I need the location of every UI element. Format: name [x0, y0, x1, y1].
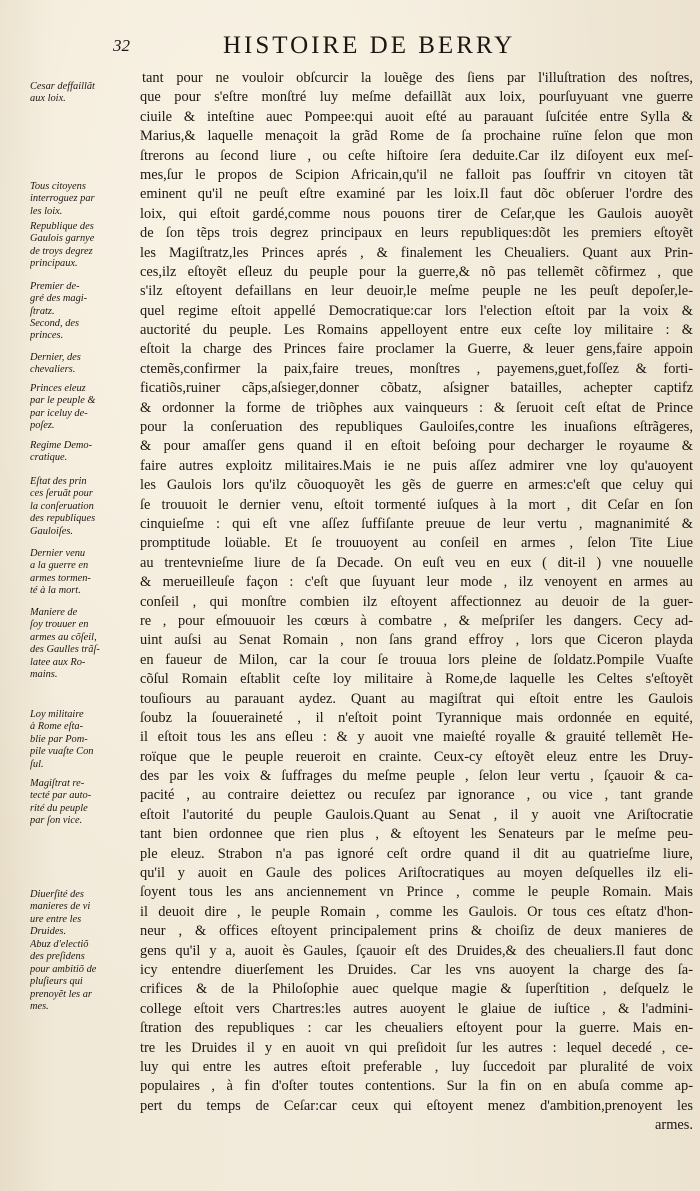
margin-note-line: a la guerre en	[30, 560, 89, 572]
margin-note-line: Druides.	[30, 926, 67, 938]
margin-note-line: Gaulois garnye	[30, 233, 95, 245]
margin-note-line: interroguez par	[30, 193, 95, 205]
body-line: quel regime eſtoit appellé Democratique:car lors l'election eſtoit par la voix &	[140, 302, 693, 319]
body-line: les Gaulois lors qu'ilz cõuoquoyẽt les gẽs de guerre en armes:c'eſt que celuy qui	[140, 477, 693, 494]
margin-note	[30, 383, 136, 433]
body-text	[140, 69, 693, 1135]
margin-note-line: armes au cõſeil,	[30, 631, 97, 643]
margin-note-line: Dernier venu	[30, 548, 86, 559]
running-title: HISTOIRE DE BERRY	[223, 32, 516, 59]
body-line: faire autres exploitz militaires.Mais ie ne puis aſſez admirer vne loy qu'auoyent	[140, 457, 693, 474]
margin-note-line: armes tormen-	[30, 572, 91, 584]
body-line: pacité , au contraire deiettez ou recuſez par ignorance , ou vice , tant grande	[140, 787, 693, 804]
body-line: Marius,& laquelle menaçoit la grãd Rome de ſa prochaine ruïne ſelon que mon	[140, 128, 693, 145]
margin-note-line: Magiſtrat re-	[30, 778, 85, 789]
margin-note-line: mes.	[30, 1001, 49, 1013]
body-line: ctemẽs,confirmer la paix,faire treues, monſtres , payemens,guet,foſſez & forti-	[140, 360, 693, 377]
body-line: ces,ilz eſtoyẽt eſleuz du peuple pour la guerre,& nõ pas tellemẽt cõfirmez , que	[140, 263, 693, 280]
margin-note-line: gré des magi-	[30, 293, 88, 305]
margin-note	[30, 548, 136, 598]
body-line: il eſtoit tous les ans eſleu : & y auoit vne maieſté royalle & grauité tellemẽt He-	[140, 729, 693, 746]
margin-note-line: Gauloiſes.	[30, 525, 74, 537]
body-line: ficatiõs,ruiner cãps,aſsieger,donner cõbatz, aſsigner batailles, achepter captifz	[140, 380, 693, 397]
catchword: armes.	[655, 1117, 693, 1134]
body-line: ſoyent tous les ans anciennement vn Prince , comme le peuple Romain. Mais	[140, 884, 693, 901]
margin-note-line: des republiques	[30, 513, 96, 525]
body-line: cinquieſme : qui eſt vne aſſez ſuffiſante preuue de leur vertu , magnanimité &	[140, 515, 693, 532]
body-line: luy qui entre les autres eſtoit preferable , luy ſuccedoit par pluralité de voix	[140, 1058, 693, 1075]
margin-note	[30, 352, 136, 377]
margin-note-line: té à la mort.	[30, 585, 81, 597]
margin-note-line: ure entre les	[30, 913, 82, 925]
margin-note-line: latee aux Ro-	[30, 656, 86, 668]
body-line: tant pour ne vouloir obſcurcir la louẽge des ſiens par l'illuſtration des noſtres,	[142, 70, 693, 86]
body-line: cõſul Romain eſtablit ceſte loy militaire à Rome,de laquelle les Celtes s'eſtoyẽt	[140, 671, 693, 688]
body-line: ple eleuz. Strabon n'a pas ignoré ceſt ordre quand il dit au quatrieſme liure,	[140, 845, 693, 862]
body-line: eſtoit l'autorité du peuple Gaulois.Quant au Senat , il y auoit vne Ariſtocratie	[140, 806, 693, 823]
margin-note-line: aux loix.	[30, 93, 66, 105]
margin-note-line: ſul.	[30, 758, 44, 770]
margin-note-line: pluſieurs qui	[30, 976, 83, 988]
margin-note-line: Second, des	[30, 318, 80, 329]
body-line: auctorité du peuple. Les Romains appelloyent entre eux ceſte loy militaire : &	[140, 322, 693, 339]
body-line: re , pour eſmouuoir les cœurs à combatre , & meſpriſer les dangers. Cecy ad-	[140, 612, 693, 629]
body-line: eſtoit la charge des Princes faire proclamer la Guerre, & leuer gens,faire appoin	[140, 341, 693, 358]
body-line: & ordonner la forme de triõphes aux vainqueurs : & ſeruoit ceſt eſtat de Prince	[140, 399, 693, 416]
margin-note-line: chevaliers.	[30, 364, 76, 376]
body-line: tre les Druides il y en auoit vn qui preſidoit ſur les autres : lequel decedé , ce-	[140, 1039, 693, 1056]
body-line: conſeil , qui monſtre combien ilz eſtoyent affectionnez au deuoir de la guer-	[140, 593, 693, 610]
margin-note-line: Premier de-	[30, 281, 80, 292]
margin-note-line: des Gaulles trãſ-	[30, 644, 100, 656]
margin-note-line: manieres de vi	[30, 901, 91, 913]
margin-note-line: Diuerſité des	[30, 889, 84, 900]
margin-note-line: prenoyẽt les ar	[30, 988, 92, 1000]
body-line: des par les voix & ſuffrages du meſme peuple , ſelon leur vertu , ſçauoir & ca-	[140, 768, 693, 785]
margin-note-line: ces ſeruãt pour	[30, 488, 93, 500]
body-line: en faueur de Milon, car la cour ſe trouua lors pleine de ſoldatz.Pompile Vuaſte	[140, 651, 693, 668]
margin-note-line: Dernier, des	[30, 352, 81, 363]
margin-note-line: rité du peuple	[30, 802, 88, 814]
margin-note	[30, 81, 136, 106]
body-line: les Magiſtratz,les Princes aprés , & finalement les Cheualiers. Quant aux Prin-	[140, 244, 693, 261]
margin-note-line: Abuz d'electiõ	[30, 939, 89, 950]
body-line: il deuoit dire , le peuple Romain , comme les Gaulois. Or tous ces eſtatz d'hon-	[140, 903, 693, 920]
body-line: ſe trouuoit le dernier venu, eſtoit tormenté iuſques à la mort , dit Ceſar en ſon	[140, 496, 693, 513]
margin-note	[30, 281, 136, 318]
margin-note-line: Tous citoyens	[30, 181, 86, 192]
margin-note-line: ſoy trouuer en	[30, 619, 89, 631]
body-line: qu'il y auoit en Gaule des polices Ariſtocratiques au moyen deſquelles ilz eli-	[140, 865, 693, 882]
margin-note-line: pour ambitiõ de	[30, 963, 97, 975]
margin-note-line: des preſidens	[30, 951, 85, 963]
margin-note	[30, 889, 136, 939]
page-header	[113, 32, 676, 60]
body-line: pour la conſeruation des republiques Gauloiſes,contre les inuaſions eſtrãgeres,	[140, 419, 693, 436]
page-number: 32	[113, 36, 130, 55]
margin-note-line: mains.	[30, 669, 58, 681]
body-line: eminent qu'il ne peuſt eſtre examiné par les loix.Il faut dõc obſeruer l'ordre des	[140, 186, 693, 203]
body-line: au trentevnieſme liure de ſa Decade. On euſt veu en eux ( dit-il ) vne nouuelle	[140, 554, 693, 571]
body-line: de ſon tẽps trois degrez principaux en leurs republiques:dõt les premiers eſtoyẽt	[140, 225, 693, 242]
margin-note	[30, 476, 136, 538]
margin-note-line: poſez.	[30, 420, 55, 432]
margin-note-line: blie par Pom-	[30, 733, 88, 745]
body-line: ſoubz la ſouueraineté , il n'eſtoit point Tyrannique mais ordonnée en equité,	[140, 709, 693, 726]
margin-note-line: principaux.	[30, 258, 78, 270]
body-line: uint auſsi au Senat Romain , non ſans grand effroy , lors que Ciceron playda	[140, 632, 693, 649]
body-line: pert du temps de Ceſar:car ceux qui eſtoyent menez d'ambition,prenoyent les	[140, 1097, 693, 1114]
margin-note-line: la conſeruation	[30, 500, 94, 512]
margin-note-line: cratique.	[30, 452, 68, 464]
body-line: promptitude loüable. Et ſe trouuoyent au conſeil en armes , ſelon Tite Liue	[140, 535, 693, 552]
margin-note-line: princes.	[30, 330, 64, 342]
margin-note	[30, 607, 136, 681]
body-line: roïque que le peuple reueroit en crainte. Ceux-cy eſtoyẽt eleuz entre les Druy-	[140, 748, 693, 765]
margin-note	[30, 709, 136, 771]
body-line: & merueilleuſe façon : c'eſt que ſuyuant leur mode , ilz venoyent en armes au	[140, 574, 693, 591]
body-line: crifices & de la Philoſophie auec quelque magie & ſuperſtition , deſquelz le	[140, 981, 693, 998]
margin-note-line: Regime Demo-	[30, 440, 93, 451]
body-line: icy entendre diuerſement les Druides. Car les vns auoyent la charge des ſa-	[140, 961, 693, 978]
margin-note-line: par le peuple &	[30, 395, 96, 407]
margin-note-line: tecté par auto-	[30, 790, 92, 802]
body-line: s'ilz eſtoyent defaillans en leur deuoir,le meſme peuple ne les peuſt depoſer,le-	[140, 283, 693, 300]
margin-note-line: à Rome eſta-	[30, 721, 84, 733]
body-line: ciuile & inteſtine auec Pompee:qui auoit eſté au parauant ſuſcitée entre Sylla &	[140, 108, 693, 125]
body-line: populaires , à fin d'oſter toutes contentions. Sur la fin on en abuſa comme ap-	[140, 1078, 693, 1095]
margin-note-line: Loy militaire	[30, 709, 84, 720]
body-line: gens qu'il y a, auoit ès Gaules, ſçauoir eſt des Druides,& des cheualiers.Il faut donc	[140, 942, 693, 959]
body-line: que pour s'eſtre monſtré luy meſme defaillãt aux loix, pourſuyuant vne guerre	[140, 89, 693, 106]
margin-note-line: Republique des	[30, 221, 94, 232]
margin-note-line: ſtratz.	[30, 305, 55, 317]
body-line: neur , & offices eſtoyent principalement prins & choiſiz de deux manieres de	[140, 923, 693, 940]
margin-note	[30, 939, 136, 1013]
margin-note-line: pile vuaſte Con	[30, 746, 94, 758]
body-line: touſiours au parauant aydez. Quant au magiſtrat qui eſtoit entre les Gaulois	[140, 690, 693, 707]
body-line: & pour amaſſer gens quand il en eſtoit beſoing pour decharger le royaume &	[140, 438, 693, 455]
margin-note-line: Princes eleuz	[30, 383, 86, 394]
margin-note-line: les loix.	[30, 205, 63, 217]
body-line: ſtration des republiques : car les cheualiers eſtoyent pour la guerre. Mais en-	[140, 1020, 693, 1037]
body-line: ſtrerons au ſecond liure , ou ceſte hiſtoire ſera deduite.Car ilz diſoyent eux meſ-	[140, 147, 693, 164]
body-line: loix, qui eſtoit gardé,comme nous pouons tirer de Ceſar,que les Gaulois auoyẽt	[140, 205, 693, 222]
body-line: college eſtoit vers Chartres:les autres auoyent le glaiue de iuſtice , & l'admini-	[140, 1000, 693, 1017]
margin-note-line: par ſon vice.	[30, 815, 83, 827]
margin-note-line: de troys degrez	[30, 245, 93, 257]
margin-note-line: Maniere de	[30, 607, 78, 618]
margin-note	[30, 221, 136, 271]
margin-note-line: par iceluy de-	[30, 407, 88, 419]
margin-note	[30, 318, 136, 343]
body-line: tant bien ordonnee que rien plus , & eſtoyent les Senateurs par le meſme peu-	[140, 826, 693, 843]
margin-note-line: Cesar deffaillãt	[30, 81, 95, 92]
body-line: mes,ſur le propos de Scipion Africain,qu'il ne falloit pas ſouffrir vn citoyen tãt	[140, 166, 693, 183]
margin-note	[30, 181, 136, 218]
margin-note	[30, 440, 136, 465]
margin-note	[30, 778, 136, 828]
margin-note-line: Eſtat des prin	[30, 476, 87, 487]
